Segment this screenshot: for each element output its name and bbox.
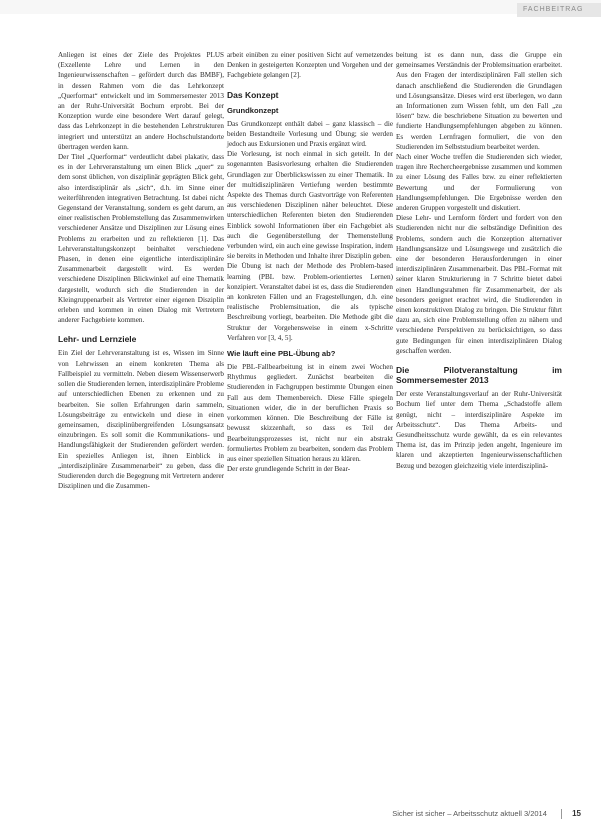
paragraph: Diese Lehr- und Lernform fördert und fordert von den Studierenden nicht nur die selbständige Definition des Problems, sondern auch die Konzeption alternativer Handlungsansätze und Lösungswege und zusätzlich die eine der besonderen Herausforderungen in einer interdisziplinären Zusammenarbeit. Das PBL-Format mit seiner klaren Strukturierung in 7 Schritte bietet dabei einen Handlungsrahmen für Zusammenarbeit, der als besonders geeignet erachtet wird, die Studierenden in einen konstruktiven Dialog zu bringen. Die Struktur führt dazu an, sich eine Problemstellung offen zu nähern und verschiedene Perspektiven zu berücksichtigen, so dass gute Bedingungen für einen interdisziplinären Dialog geschaffen werden. xyxy=(396,214,562,355)
paragraph: Der erste grundlegende Schritt in der Bear- xyxy=(227,465,351,474)
heading-pilot: Die Pilotveranstaltung im Sommersemester 2013 xyxy=(396,365,562,386)
text-column-left xyxy=(58,50,224,491)
text-column-middle xyxy=(227,50,393,474)
paragraph: Die PBL-Fallbearbeitung ist in einem zwei Wochen Rhythmus gegliedert. Zunächst bearbeiten die Studierenden in Fachgruppen bestimmte Übungen einen Fall aus dem Themenbereich. Diese Fälle spiegeln Situationen wider, die in der beruflichen Praxis so vorkommen können. Die Beschreibung der Fälle ist bewusst skizzenhaft, so dass es Teil der Bearbeitungsprozesses ist, nicht nur ein abstrakt formuliertes Problem zu bearbeiten, sondern das Problem aus einer speziellen Situation heraus zu klären. xyxy=(227,363,393,463)
heading-goals: Lehr- und Lernziele xyxy=(58,334,137,345)
paragraph: Der erste Veranstaltungsverlauf an der Ruhr-Universität Bochum lief unter dem Thema „Schadstoffe allem genügt, nicht – interdisziplinäre Aspekte im Arbeitsschutz“. Das Thema Arbeits- und Gesundheitsschutz wurde gewählt, da es ein relevantes Thema ist, das im Prinzip jeden angeht, Ingenieure im klaren und akzeptierten Ingenieurwissenschaftlichen Bezug und bezogen gleichzeitig viele interdisziplinä- xyxy=(396,390,562,470)
paragraph: Ein Ziel der Lehrveranstaltung ist es, Wissen im Sinne von Lehrwissen an einem konkreten Thema als Fallbeispiel zu vermitteln. Neben diesem Wissenserwerb sollen die Studierenden lernen, interdisziplinäre Probleme auf unterschiedlichen Ebenen zu erkennen und zu bearbeiten. Sie sollen Erfahrungen darin sammeln, Lösungsbeiträge zu entwickeln und diese in einen gemeinsamen, disziplinübergreifenden Lösungsansatz einzubringen. Es soll somit die Kommunikations- und Handlungsfähigkeit der Studierenden gefördert werden. Ein spezielles Anliegen ist, ihnen Einblick in „interdisziplinäre Zusammenarbeit“ zu geben, dass die Studierenden durch die Begegnung mit Vertretern anderer Disziplinen und die Zusammen- xyxy=(58,349,224,491)
paragraph: Nach einer Woche treffen die Studierenden sich wieder, tragen ihre Rechercheergebnisse zusammen und kommen zu einer Lösung des Falles bzw. zu einer reflektierten Bewertung und der Formulierung von Handlungsempfehlungen. Die Ergebnisse werden den anderen Gruppen vorgestellt und diskutiert. xyxy=(396,153,562,213)
text-column-right xyxy=(396,50,562,471)
page-footer xyxy=(392,809,581,823)
footer-divider xyxy=(561,809,562,819)
heading-concept: Das Konzept xyxy=(227,89,279,100)
subheading-pbl: Wie läuft eine PBL-Übung ab? xyxy=(227,349,336,359)
subheading-basic-concept: Grundkonzept xyxy=(227,105,279,115)
page-number: 15 xyxy=(572,809,581,818)
paragraph: Der Titel „Querformat“ verdeutlicht dabei plakativ, dass es in der Lehrveranstaltung um einen Blick „quer“ zu dem sonst üblichen, von disziplinär geprägten Blick geht, also interdisziplinär als „sich“, d.h. im Sinne einer weiterführenden integrativen Betrachtung. Ist dabei nicht Gegenstand der Veranstaltung, sondern es geht darum, an einer realistischen Problemstellung das Zusammenwirken verschiedener Ansätze und Disziplinen zur Lösung eines Problems zu erarbeiten und zu reflektieren [1]. Das Lehrveranstaltungskonzept beinhaltet verschiedene Phasen, in denen eine eigentliche interdisziplinäre Zusammenarbeit dargestellt wird. Es werden verschiedene Disziplinen Blickwinkel auf eine Thematik dargestellt, wodurch sich die Studierenden in der Kleingruppenarbeit als Vertreter einer eigenen Disziplin erleben und kommen in einen Dialog mit Vertretern anderer Fachgebiete kommen. xyxy=(58,153,224,325)
paragraph: arbeit einüben zu einer positiven Sicht auf vernetzendes Denken in gesteigerten Konzepten und Vorgehen und der Fachgebiete gelangen [2]. xyxy=(227,51,393,80)
top-band xyxy=(0,0,601,14)
paragraph: beitung ist es dann nun, dass die Gruppe ein gemeinsames Verständnis der Problemsituation erarbeitet. Aus den Fragen der interdisziplinären Fall stellen sich danach anschließend die Studierenden die Grundlagen und Lösungsansätze. Dieses wird erst überlegen, wo dann an Informationen zum Wissen fehlt, um den Fall „zu lösen“ bzw. die beschriebene Situation zu bewerten und fundierte Handlungsempfehlungen abgeben zu können. Es werden Lernfragen formuliert, die von den Studierenden im Selbststudium bearbeitet werden. xyxy=(396,51,562,151)
section-tag: FACHBEITRAG xyxy=(517,3,601,17)
paragraph: Die Vorlesung, ist noch einmal in sich geteilt. In der sogenannten Basisvorlesung erhalten die Studierenden Grundlagen zur Überblickswissen zu einer Thematik. In der multidisziplinären Vertiefung werden bestimmte Aspekte des Themas durch Gastvorträge von Referenten aus verschiedenen Disziplinen näher beleuchtet. Diese unterschiedlichen Referenten bieten den Studierenden Einblick sowohl Informationen über ein Fachgebiet als auch die Gegenüberstellung der Themenstellung verbunden wird, ein auch eine gewisse Inspiration, indem sie bereits in Methoden und Inhalte ihrer Disziplin geben. xyxy=(227,150,393,261)
paragraph: Das Grundkonzept enthält dabei – ganz klassisch – die beiden Bestandteile Vorlesung und Übung; sie werden jedoch aus Exkursionen und Praxis ergänzt wird. xyxy=(227,119,393,149)
paragraph: Anliegen ist eines der Ziele des Projektes PLUS (Exzellente Lehre und Lernen in den Ingenieurwissenschaften – gefördert durch das BMBF), in dessen Rahmen vom die das Lehrkonzept „Querformat“ entwickelt und im Sommersemester 2013 an der Ruhr-Universität Bochum erprobt. Bei der Konzeption wurde eine besondere Wert darauf gelegt, dass das Lehrkonzept in die bestehenden Lehrstrukturen integriert und unterstützt an andere Hochschulstandorte übertragen werden kann. xyxy=(58,51,224,151)
journal-title: Sicher ist sicher – Arbeitsschutz aktuell 3/2014 xyxy=(392,809,547,818)
paragraph: Die Übung ist nach der Methode des Problem-based learning (PBL bzw. Problem-orientiertes Lernen) konzipiert. Veranstaltet dabei ist es, dass die Studierenden an konkreten Fällen und an Fragestellungen, d.h. eine realistische Problemsituation, die als typische Beschreibung vorliegt, bearbeiten. Die Methode gibt die Struktur der Vorgehensweise in einem x-Schritte Verfahren vor [3, 4, 5]. xyxy=(227,262,393,342)
